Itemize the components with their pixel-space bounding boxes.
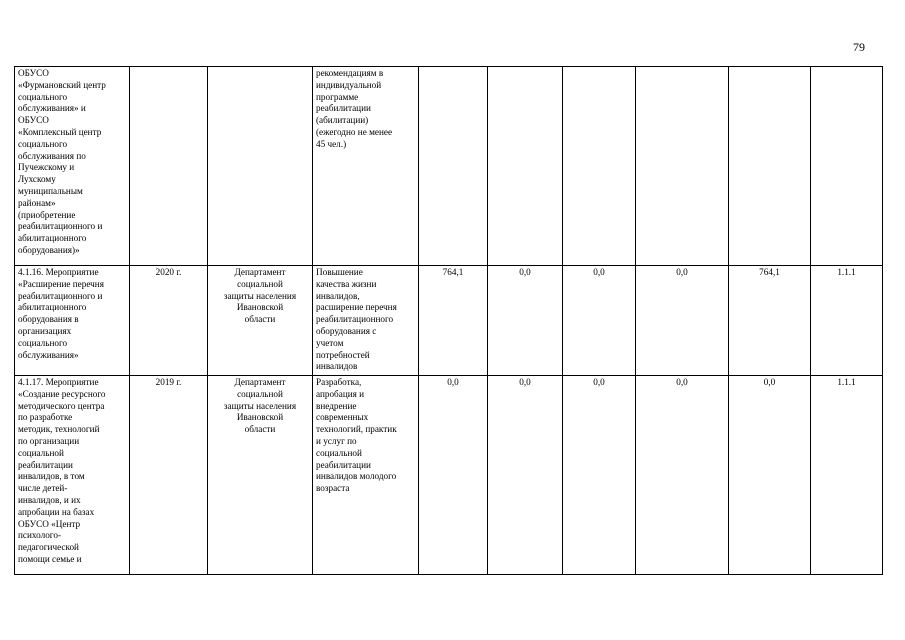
value-cell-4: 0,0 [636, 266, 729, 376]
executor-cell [208, 67, 313, 266]
value-cell-1 [419, 67, 488, 266]
program-activities-table [14, 66, 883, 575]
year-cell [130, 67, 208, 266]
table-row [15, 266, 883, 376]
value-cell-3: 0,0 [563, 376, 636, 575]
value-cell-5: 0,0 [729, 376, 811, 575]
table-row [15, 67, 883, 266]
value-cell-1: 0,0 [419, 376, 488, 575]
value-cell-4 [636, 67, 729, 266]
result-cell: Повышение качества жизни инвалидов, расширение перечня реабилитационного оборудования с учетом потребностей инвалидов [313, 266, 419, 376]
year-cell: 2019 г. [130, 376, 208, 575]
page-number: 79 [853, 40, 865, 54]
value-cell-2 [488, 67, 563, 266]
activity-cell: 4.1.17. Мероприятие «Создание ресурсного методического центра по разработке методик, технологий по организации социальной реабилитации инвалидов, в том числе детей- инвалидов, и их апробации на базах ОБУСО «Центр психолого- педагогической помощи семье и [15, 376, 130, 575]
value-cell-4: 0,0 [636, 376, 729, 575]
activity-cell: ОБУСО «Фурмановский центр социального обслуживания» и ОБУСО «Комплексный центр социального обслуживания по Пучежскому и Лухскому муниципальным районам» (приобретение реабилитационного и абилитационного оборудования)» [15, 67, 130, 266]
activity-cell: 4.1.16. Мероприятие «Расширение перечня реабилитационного и абилитационного оборудования в организациях социального обслуживания» [15, 266, 130, 376]
executor-cell: Департамент социальной защиты населения Ивановской области [208, 376, 313, 575]
table-row [15, 376, 883, 575]
executor-cell: Департамент социальной защиты населения Ивановской области [208, 266, 313, 376]
value-cell-3 [563, 67, 636, 266]
value-cell-1: 764,1 [419, 266, 488, 376]
result-cell: рекомендациям в индивидуальной программе реабилитации (абилитации) (ежегодно не менее 45 чел.) [313, 67, 419, 266]
indicator-code-cell [811, 67, 883, 266]
value-cell-2: 0,0 [488, 266, 563, 376]
indicator-code-cell: 1.1.1 [811, 376, 883, 575]
year-cell: 2020 г. [130, 266, 208, 376]
result-cell: Разработка, апробация и внедрение современных технологий, практик и услуг по социальной реабилитации инвалидов молодого возраста [313, 376, 419, 575]
value-cell-5: 764,1 [729, 266, 811, 376]
indicator-code-cell: 1.1.1 [811, 266, 883, 376]
value-cell-3: 0,0 [563, 266, 636, 376]
value-cell-2: 0,0 [488, 376, 563, 575]
value-cell-5 [729, 67, 811, 266]
